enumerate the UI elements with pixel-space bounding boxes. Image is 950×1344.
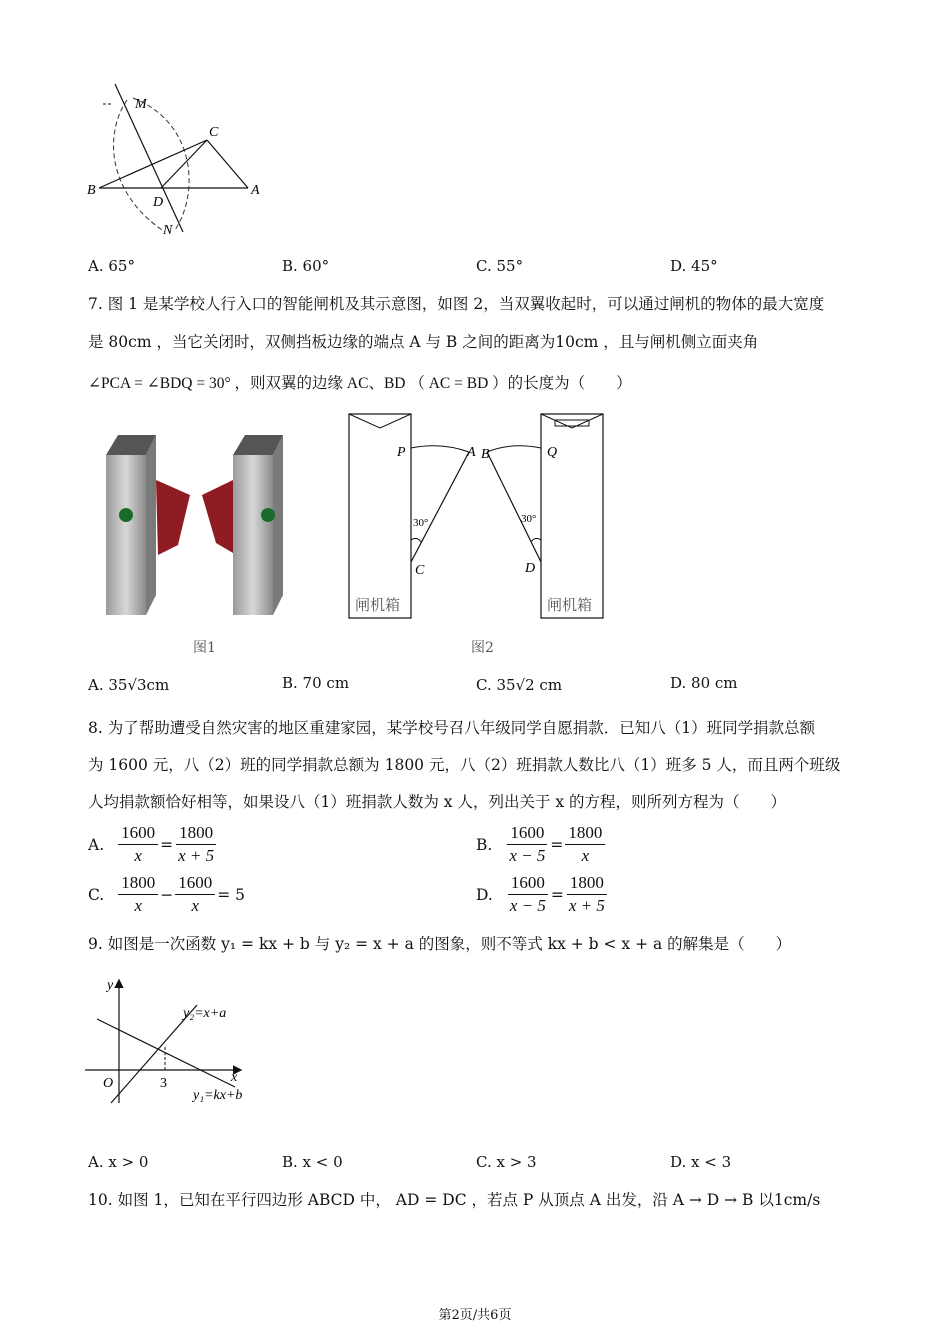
q7-fig2-caption: 图2 (471, 640, 494, 656)
q8-option-a-label: A. (88, 835, 105, 854)
page-footer: 第2页/共6页 (438, 1308, 512, 1323)
q7-label-c: C (415, 563, 425, 578)
q8-option-b-fraction-1 (506, 822, 548, 867)
q7-angle-left: 30° (413, 517, 429, 529)
fraction-denominator: x − 5 (509, 896, 546, 915)
fraction-denominator: x + 5 (568, 896, 605, 915)
fraction-numerator: 1800 (567, 872, 607, 895)
q8-option-c (88, 872, 245, 917)
q8-option-b-operator: = (550, 835, 564, 854)
q8-option-b-label: B. (476, 835, 493, 854)
q8-line-1: 8. 为了帮助遭受自然灾害的地区重建家园，某学校号召八年级同学自愿捐款．已知八（1）班同学捐款总额 (88, 719, 816, 737)
q9-option-c: C. x > 3 (476, 1153, 537, 1171)
q6-option-b: B. 60° (282, 257, 330, 275)
q6-option-c: C. 55° (476, 257, 524, 275)
q7-label-p: P (397, 445, 406, 460)
q7-option-a: A. 35√3cm (88, 676, 170, 694)
q7-option-b: B. 70 cm (282, 674, 350, 692)
fraction-numerator: 1600 (118, 822, 158, 845)
q6-label-m: M (135, 97, 147, 112)
q6-label-b: B (87, 183, 96, 198)
q7-label-q: Q (547, 445, 558, 460)
q7-box-right-label: 闸机箱 (547, 598, 593, 614)
q8-option-b-fraction-2 (565, 822, 605, 867)
q8-option-c-fraction-1 (118, 872, 158, 917)
q6-label-a: A (251, 183, 260, 198)
q7-option-c: C. 35√2 cm (476, 676, 563, 694)
q9-option-b: B. x < 0 (282, 1153, 343, 1171)
q7-line-3: ∠PCA = ∠BDQ = 30° ，则双翼的边缘 AC、BD （ AC = BD ）的长度为（ ） (88, 375, 632, 392)
q6-label-c: C (209, 125, 219, 140)
q7-label-b: B (481, 447, 490, 462)
q6-option-a: A. 65° (88, 257, 135, 275)
q9-tick-3: 3 (160, 1076, 167, 1091)
q8-option-d (476, 872, 610, 917)
fraction-denominator: x (191, 896, 199, 915)
q7-angle-right: 30° (521, 513, 537, 525)
q9-option-d: D. x < 3 (670, 1153, 732, 1171)
q8-line-2: 为 1600 元，八（2）班的同学捐款总额为 1800 元，八（2）班捐款人数比八（1）班多 5 人，而且两个班级 (88, 756, 841, 774)
fraction-denominator: x (581, 846, 590, 865)
q7-line-1: 7. 图 1 是某学校人行入口的智能闸机及其示意图，如图 2，当双翼收起时，可以通过闸机的物体的最大宽度 (88, 295, 825, 313)
q8-option-a-fraction-2 (175, 822, 217, 867)
q8-option-c-tail: = 5 (217, 885, 246, 904)
q7-turnstile-photo (98, 425, 298, 620)
q7-schematic (345, 412, 610, 622)
q8-option-b (476, 822, 607, 867)
q8-option-c-operator: − (160, 885, 174, 904)
fraction-numerator: 1800 (565, 822, 605, 845)
q9-label-y2: y₂=x+a (183, 1006, 227, 1021)
q9-graph (85, 975, 275, 1110)
q8-option-d-fraction-2 (566, 872, 608, 917)
q8-option-d-operator: = (550, 885, 564, 904)
q9-label-y1: y₁=kx+b (193, 1088, 243, 1103)
fraction-denominator: x + 5 (178, 846, 215, 865)
q7-line-2: 是 80cm ，当它关闭时，双侧挡板边缘的端点 A 与 B 之间的距离为10cm ，且与闸机侧立面夹角 (88, 333, 759, 351)
q9-line-1: 9. 如图是一次函数 y₁ = kx + b 与 y₂ = x + a 的图象，则不等式 kx + b < x + a 的解集是（ ） (88, 935, 792, 953)
q7-fig1-caption: 图1 (193, 640, 216, 656)
q9-axis-x: x (231, 1070, 238, 1085)
q8-line-3: 人均捐款额恰好相等，如果设八（1）班捐款人数为 x 人，列出关于 x 的方程，则所列方程为（ ） (88, 793, 787, 811)
q9-option-a: A. x > 0 (88, 1153, 149, 1171)
q9-axis-y: y (107, 978, 114, 993)
fraction-denominator: x (134, 846, 142, 865)
q7-label-a: A (467, 445, 476, 460)
fraction-numerator: 1800 (176, 822, 216, 845)
q8-option-a-operator: = (160, 835, 174, 854)
q10-line-1: 10. 如图 1，已知在平行四边形 ABCD 中， AD = DC ，若点 P 从顶点 A 出发，沿 A → D → B 以1cm/s (88, 1191, 821, 1209)
q7-box-left-label: 闸机箱 (355, 598, 401, 614)
q8-option-c-fraction-2 (175, 872, 215, 917)
fraction-denominator: x (134, 896, 142, 915)
q6-figure (85, 82, 275, 242)
fraction-numerator: 1600 (507, 822, 547, 845)
q8-option-a-fraction-1 (118, 822, 158, 867)
q8-option-d-fraction-1 (507, 872, 549, 917)
q7-label-d: D (525, 561, 536, 576)
fraction-numerator: 1600 (175, 872, 215, 895)
q6-option-d: D. 45° (670, 257, 718, 275)
q6-label-d: D (153, 195, 164, 210)
fraction-numerator: 1600 (508, 872, 548, 895)
q8-option-c-label: C. (88, 885, 105, 904)
fraction-numerator: 1800 (118, 872, 158, 895)
q8-option-a (88, 822, 219, 867)
q8-option-d-label: D. (476, 885, 493, 904)
fraction-denominator: x − 5 (509, 846, 546, 865)
q9-origin: O (103, 1076, 114, 1091)
q6-label-n: N (163, 223, 173, 238)
q7-option-d: D. 80 cm (670, 674, 738, 692)
